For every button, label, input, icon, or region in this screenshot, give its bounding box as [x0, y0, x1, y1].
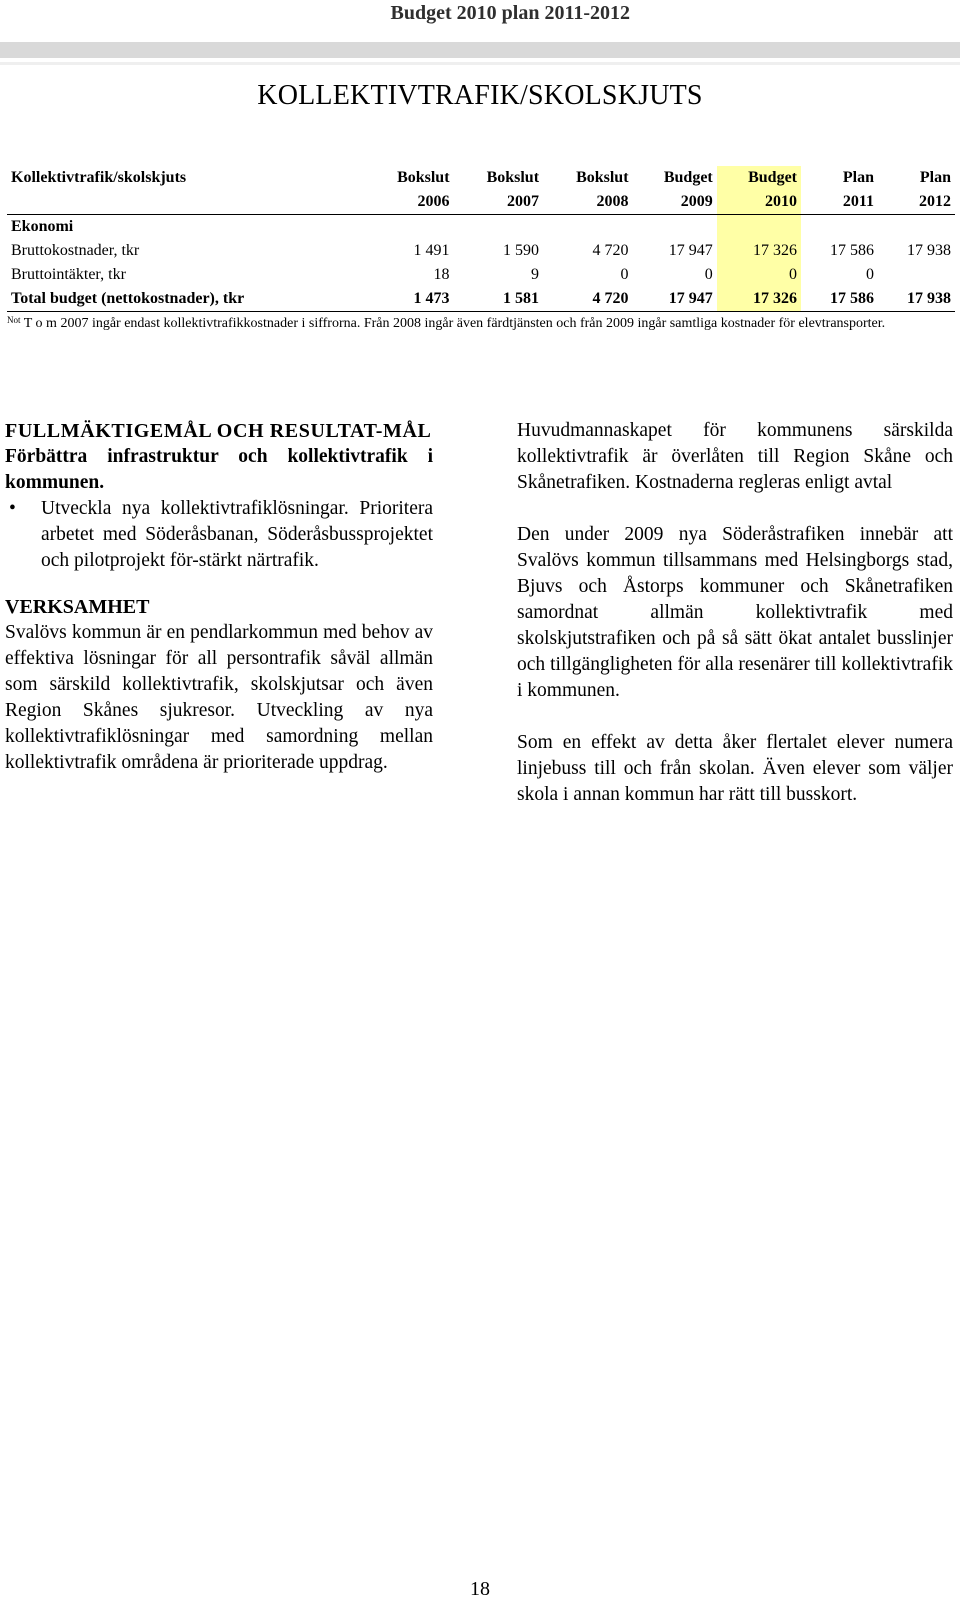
table-cell: 1 473: [364, 287, 454, 312]
table-cell: 17 586: [801, 287, 878, 312]
table-cell: 4 720: [543, 287, 633, 312]
column-header-highlight: Budget: [717, 166, 801, 190]
column-header: Budget: [663, 169, 713, 186]
column-year: 2006: [364, 190, 454, 215]
table-footnote: [7, 310, 947, 338]
table-total-row: [7, 287, 955, 312]
goal-text: Förbättra infrastruktur och kollektivtrafik i kommunen.: [5, 446, 433, 493]
footnote-text: T o m 2007 ingår endast kollektivtrafikkostnader i siffrorna. Från 2008 ingår även färdtjänsten och från 2009 ingår samtliga kostnader för elevtransporter.: [23, 316, 886, 331]
table-section-row: [7, 215, 955, 240]
table-cell: 17 947: [633, 287, 717, 312]
table-cell: 9: [531, 266, 540, 283]
table-cell: 0: [704, 266, 713, 283]
table-cell: 1 491: [413, 242, 450, 259]
budget-table: [7, 166, 955, 312]
table-cell: 17 586: [829, 242, 874, 259]
table-cell: 17 938: [907, 242, 951, 259]
left-column: [5, 418, 433, 776]
section-heading-verksamhet: VERKSAMHET: [5, 596, 150, 618]
table-cell: 17 947: [668, 242, 713, 259]
column-header: Bokslut: [486, 169, 540, 186]
table-row: [7, 263, 955, 287]
table-cell: 1 581: [454, 287, 544, 312]
document-header-title: Budget 2010 plan 2011-2012: [390, 2, 630, 24]
column-header: Plan: [842, 169, 874, 186]
column-year: 2011: [801, 190, 878, 215]
table-caption: Kollektivtrafik/skolskjuts: [11, 169, 187, 186]
column-header: Plan: [919, 169, 951, 186]
verksamhet-paragraph: Svalövs kommun är en pendlarkommun med behov av effektiva lösningar för all persontrafik såväl allmän som särskild kollektivtrafik, skolskjutsar och även Region Skånes sjukresor. Utveckling av nya kollektivtrafiklösningar med samordning mellan kollektivtrafik områdena är prioriterade uppdrag.: [5, 622, 433, 773]
table-cell: 1 590: [503, 242, 540, 259]
right-column: [517, 418, 953, 808]
header-rule-shadow: [0, 62, 960, 65]
goal-item-text: Utveckla nya kollektivtrafiklösningar. Prioritera arbetet med Söderåsbanan, Söderåsbussprojektet och pilotprojekt för-stärkt närtrafik.: [41, 498, 433, 571]
footnote-marker: Not: [7, 315, 21, 325]
table-cell: 0: [865, 266, 874, 283]
row-label: Bruttointäkter, tkr: [11, 266, 126, 283]
column-year: 2007: [454, 190, 544, 215]
total-label: Total budget (nettokostnader), tkr: [7, 287, 364, 312]
paragraph-huvudmannaskap: Huvudmannaskapet för kommunens särskilda kollektivtrafik är överlåten till Region Skåne och Skånetrafiken. Kostnaderna regleras enligt avtal: [517, 420, 953, 493]
page-title: KOLLEKTIVTRAFIK/SKOLSKJUTS: [257, 80, 703, 111]
header-rule: [0, 42, 960, 58]
bullet-icon: •: [9, 498, 16, 519]
section-label: Ekonomi: [11, 218, 74, 235]
table-row: [7, 239, 955, 263]
column-year: 2009: [633, 190, 717, 215]
column-header: Bokslut: [397, 169, 450, 186]
goals-list: [5, 496, 433, 574]
table-cell: 0: [620, 266, 629, 283]
column-year: 2012: [878, 190, 955, 215]
table-cell-highlight: 17 326: [717, 239, 801, 263]
list-item: [9, 496, 433, 574]
goals-heading: FULLMÄKTIGEMÅL OCH RESULTAT-MÅL: [5, 420, 432, 442]
page-number: 18: [470, 1578, 490, 1600]
table-cell: 18: [433, 266, 450, 283]
column-header: Bokslut: [576, 169, 629, 186]
column-year-highlight: 2010: [717, 190, 801, 215]
paragraph-soderastrafiken: Den under 2009 nya Söderåstrafiken innebär att Svalövs kommun tillsammans med Helsingborgs stad, Bjuvs och Åstorps kommuner och Skånetrafiken samordnat allmän kollektivtrafik med skolskjutstrafiken och på så sätt ökat antalet busslinjer och tillgängligheten för alla resenärer till kollektivtrafik i kommunen.: [517, 524, 953, 701]
table-cell: 4 720: [592, 242, 629, 259]
row-label: Bruttokostnader, tkr: [11, 242, 140, 259]
table-cell-highlight: 0: [717, 263, 801, 287]
table-cell: 17 938: [878, 287, 955, 312]
table-cell-highlight: 17 326: [717, 287, 801, 312]
column-year: 2008: [543, 190, 633, 215]
table-cell: [878, 263, 955, 287]
paragraph-effekt: Som en effekt av detta åker flertalet elever numera linjebuss till och från skolan. Även elever som väljer skola i annan kommun har rätt till busskort.: [517, 732, 953, 805]
table-header-row-1: [7, 166, 955, 190]
table-header-row-2: [7, 190, 955, 215]
